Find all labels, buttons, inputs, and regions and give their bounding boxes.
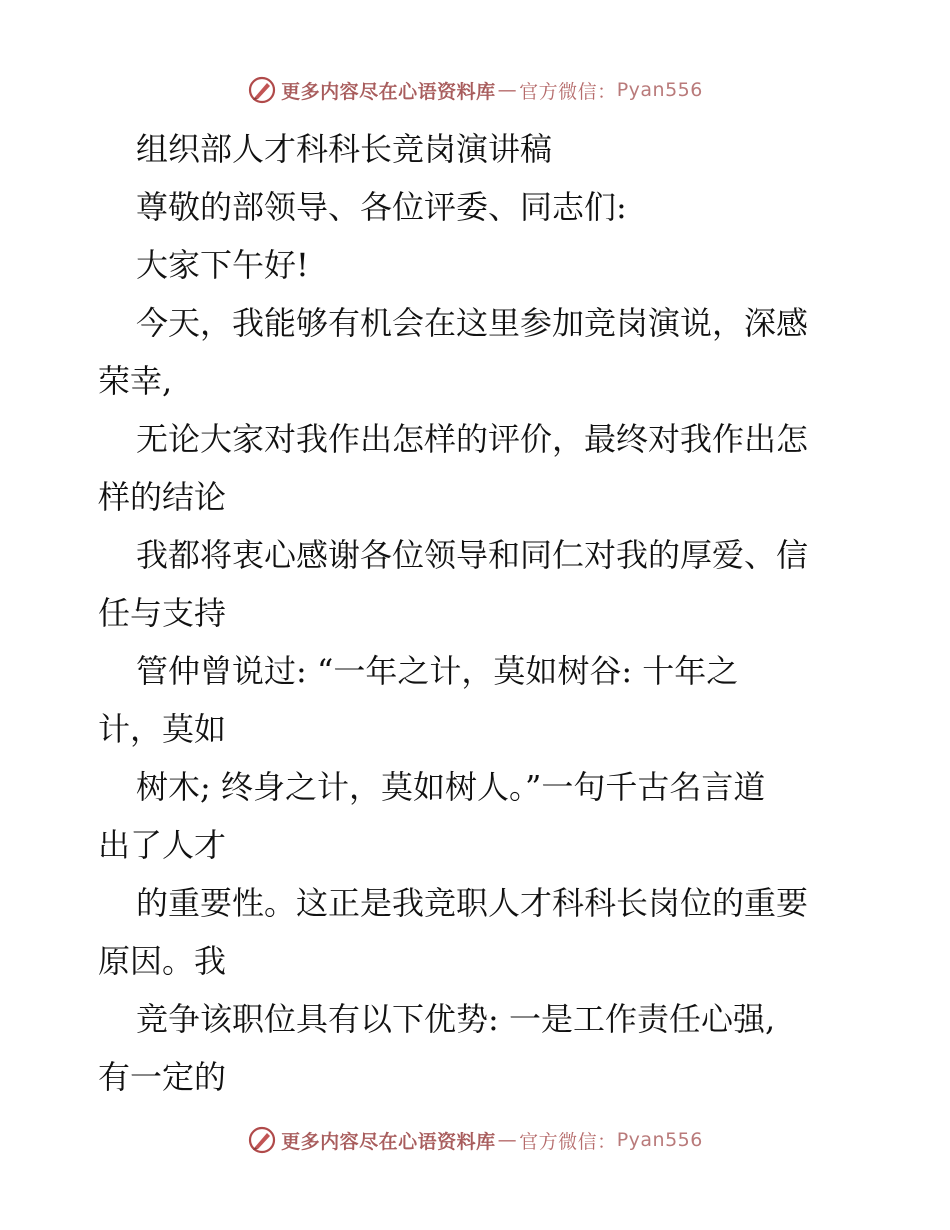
text-line: 有一定的 [98,1058,227,1096]
text-line: 原因。我 [98,942,227,980]
text-line: 今天，我能够有机会在这里参加竞岗演说，深感 [136,304,809,342]
banner-brand-text: 更多内容尽在心语资料库 [281,80,496,103]
text-line: 尊敬的部领导、各位评委、同志们: [136,188,627,226]
text-line: 的重要性。这正是我竞职人才科科长岗位的重要 [136,884,809,922]
text-line: 计，莫如 [98,710,227,748]
text-line: 管仲曾说过: “一年之计，莫如树谷: 十年之 [136,652,739,690]
text-line: 任与支持 [98,594,227,632]
text-line: 荣幸, [98,362,173,400]
header-watermark-banner [0,70,950,110]
banner-wechat-id: Pyan556 [616,1129,703,1151]
text-line: 样的结论 [98,478,227,516]
banner-wechat-id: Pyan556 [616,79,703,101]
banner-wechat-label: 官方微信： [519,1130,617,1153]
text-line: 大家下午好! [136,246,309,284]
banner-separator: — [497,79,518,101]
text-line: 我都将衷心感谢各位领导和同仁对我的厚爱、信 [136,536,809,574]
footer-watermark-banner [0,1120,950,1160]
text-line: 竞争该职位具有以下优势: 一是工作责任心强, [136,1000,776,1038]
text-line: 无论大家对我作出怎样的评价，最终对我作出怎 [136,420,809,458]
pen-nib-circle-icon [247,75,277,105]
text-line: 出了人才 [98,826,227,864]
banner-brand-text: 更多内容尽在心语资料库 [281,1130,496,1153]
document-body [98,120,858,1106]
banner-separator: — [497,1129,518,1151]
pen-nib-circle-icon [247,1125,277,1155]
document-title: 组织部人才科科长竞岗演讲稿 [136,130,553,168]
text-line: 树木; 终身之计，莫如树人。”一句千古名言道 [136,768,766,806]
banner-wechat-label: 官方微信： [519,80,617,103]
